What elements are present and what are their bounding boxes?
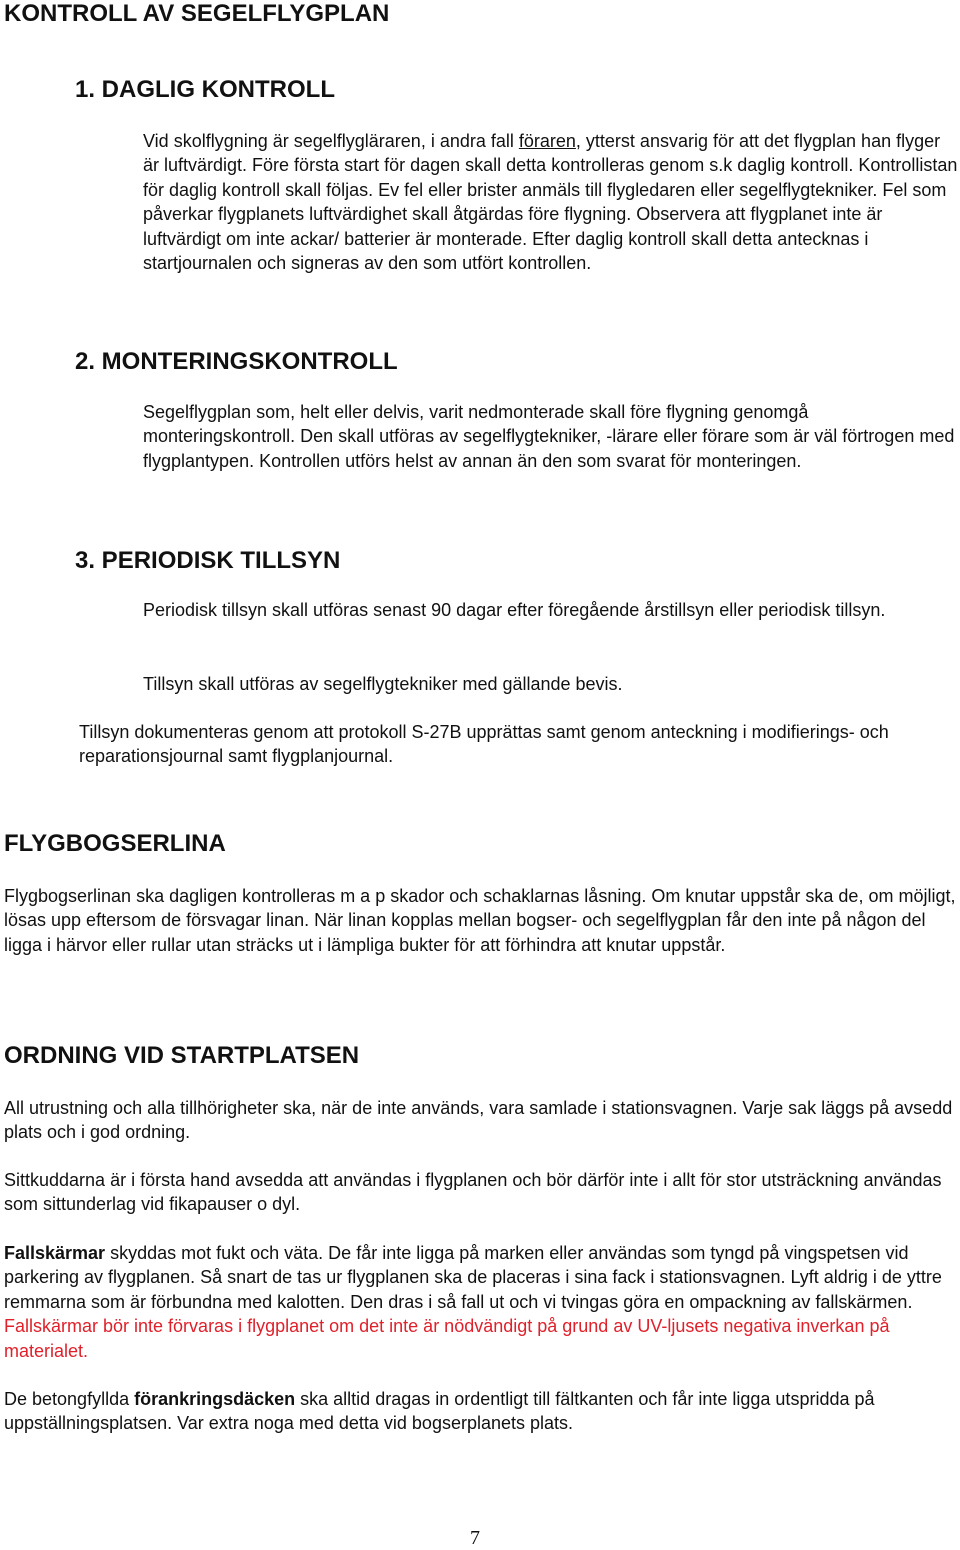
text-run: De betongfyllda [4,1389,135,1409]
section-heading-flygbogserlina: FLYGBOGSERLINA [4,830,226,857]
text-run: skyddas mot fukt och väta. De får inte ligga på marken eller användas som tyngd på vingspetsen vid parkering av flygplanen. Så snart de tas ur flygplanen ska de placeras i sina fack i stationsvagnen. Lyft aldrig i de yttre remmarna som är förbundna med kalotten. Den dras i så fall ut och vi tvingas göra en ompackning av fallskärmen. [4,1243,942,1312]
paragraph-periodisk-tillsyn-3: Tillsyn dokumenteras genom att protokoll S-27B upprättas samt genom anteckning i modifierings- och reparationsjournal samt flygplanjournal. [79,722,889,767]
paragraph-daglig-kontroll [143,129,958,275]
paragraph-fallskarmar [4,1241,956,1363]
paragraph-forankringsdacken [4,1387,956,1436]
page-number: 7 [470,1527,480,1549]
underlined-text: föraren [518,131,576,151]
text-run: Vid skolflygning är segelflygläraren, i andra fall [143,131,519,151]
document-title: KONTROLL AV SEGELFLYGPLAN [4,0,390,27]
section-heading-monteringskontroll: 2. MONTERINGSKONTROLL [75,348,398,375]
paragraph-periodisk-tillsyn-1: Periodisk tillsyn skall utföras senast 90 dagar efter föregående årstillsyn eller periodisk tillsyn. [143,600,886,620]
section-heading-periodisk-tillsyn: 3. PERIODISK TILLSYN [75,547,341,574]
warning-text: Fallskärmar bör inte förvaras i flygplanet om det inte är nödvändigt på grund av UV-ljusets negativa inverkan på materialet. [4,1316,890,1361]
paragraph-monteringskontroll: Segelflygplan som, helt eller delvis, varit nedmonterade skall före flygning genomgå monteringskontroll. Den skall utföras av segelflygtekniker, -lärare eller förare som är väl förtrogen med flygplantypen. Kontrollen utförs helst av annan än den som svarat för monteringen. [143,402,955,471]
paragraph-flygbogserlina: Flygbogserlinan ska dagligen kontrolleras m a p skador och schaklarnas låsning. Om knutar uppstår ska de, om möjligt, lösas upp eftersom de försvagar linan. När linan kopplas mellan bogser- och segelflygplan får den inte på någon del ligga i härvor eller rullar utan sträcks ut i lämpliga bukter för att förhindra att knutar uppstår. [4,886,956,955]
paragraph-ordning-1: All utrustning och alla tillhörigheter ska, när de inte används, vara samlade i stationsvagnen. Varje sak läggs på avsedd plats och i god ordning. [4,1098,953,1143]
bold-term: Fallskärmar [4,1243,106,1263]
paragraph-periodisk-tillsyn-2: Tillsyn skall utföras av segelflygtekniker med gällande bevis. [143,674,623,694]
text-run: ska alltid dragas in ordentligt till fältkanten och får inte ligga utspridda på uppställningsplatsen. Var extra noga med detta vid bogserplanets plats. [4,1389,875,1434]
section-heading-daglig-kontroll: 1. DAGLIG KONTROLL [75,76,335,103]
text-run: , ytterst ansvarig för att det flygplan han flyger är luftvärdigt. Före första start för dagen skall detta kontrolleras genom s.k daglig kontroll. Kontrollistan för daglig kontroll skall följas. Ev fel eller brister anmäls till flygledaren eller segelflygtekniker. Fel som påverkar flygplanets luftvärdighet skall åtgärdas före flygning. Observera att flygplanet inte är luftvärdigt om inte ackar/ batterier är monterade. Efter daglig kontroll skall detta antecknas i startjournalen och signeras av den som utfört kontrollen. [143,131,958,274]
bold-term: förankringsdäcken [134,1389,296,1409]
section-heading-ordning-vid-startplatsen: ORDNING VID STARTPLATSEN [4,1042,360,1069]
paragraph-ordning-2: Sittkuddarna är i första hand avsedda att användas i flygplanen och bör därför inte i allt för stor utsträckning användas som sittunderlag vid fikapauser o dyl. [4,1170,942,1215]
